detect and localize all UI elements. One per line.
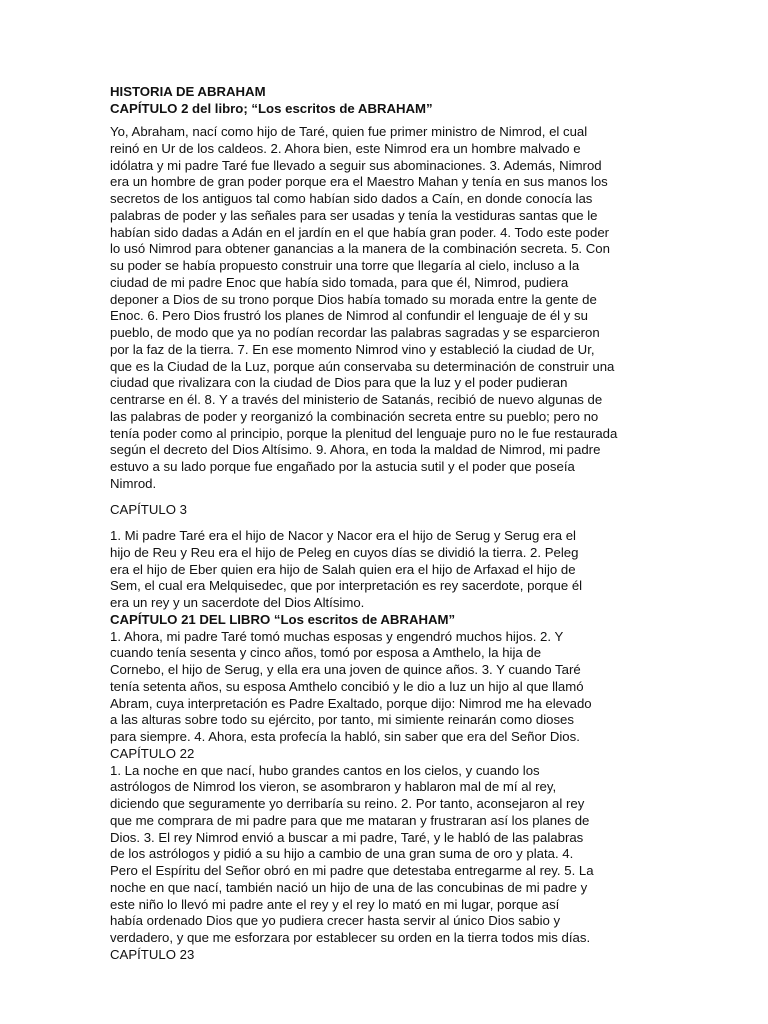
text-line: era un hombre de gran poder porque era el Maestro Mahan y tenía en sus manos los (110, 174, 608, 190)
text-line: Enoc. 6. Pero Dios frustró los planes de Nimrod al confundir el lenguaje de él y su (110, 308, 588, 324)
text-line: de los astrólogos y pidió a su hijo a cambio de una gran suma de oro y plata. 4. (110, 846, 574, 862)
chapter-3-heading-block (110, 502, 187, 519)
text-line: idólatra y mi padre Taré fue llevado a seguir sus abominaciones. 3. Además, Nimrod (110, 157, 602, 173)
text-line: 1. La noche en que nací, hubo grandes cantos en los cielos, y cuando los (110, 762, 540, 778)
text-line: pueblo, de modo que ya no podían recordar las palabras sagradas y se esparcieron (110, 325, 600, 340)
text-line: 1. Mi padre Taré era el hijo de Nacor y Nacor era el hijo de Serug y Serug era el (110, 528, 576, 543)
text-line: Dios. 3. El rey Nimrod envió a buscar a mi padre, Taré, y le habló de las palabras (110, 829, 584, 845)
text-line: las palabras de poder y reorganizó la combinación secreta entre su pueblo; pero no (110, 408, 599, 424)
text-line: ciudad que rivalizara con la ciudad de Dios para que la luz y el poder pudieran (110, 375, 568, 391)
text-line: 1. Ahora, mi padre Taré tomó muchas esposas y engendró muchos hijos. 2. Y (110, 628, 564, 644)
text-line: era un rey y un sacerdote del Dios Altísimo. (110, 595, 365, 610)
text-line: verdadero, y que me esforzara por establecer su orden en la tierra todos mis días. (110, 930, 591, 945)
document-header (110, 84, 433, 118)
chapter-23-heading: CAPÍTULO 23 (110, 946, 195, 962)
text-line: según el decreto del Dios Altísimo. 9. Ahora, en toda la maldad de Nimrod, mi padre (110, 442, 601, 458)
text-line: centrarse en él. 8. Y a través del ministerio de Satanás, recibió de nuevo algunas de (110, 392, 603, 407)
text-line: habían sido dadas a Adán en el jardín en el que había gran poder. 4. Todo este poder (110, 224, 610, 240)
chapter-21-heading: CAPÍTULO 21 DEL LIBRO “Los escritos de ABRAHAM” (110, 611, 456, 627)
text-line: reinó en Ur de los caldeos. 2. Ahora bien, este Nimrod era un hombre malvado e (110, 140, 581, 156)
text-line: Abram, cuya interpretación es Padre Exaltado, porque dijo: Nimrod me ha elevado (110, 695, 592, 711)
chapter-3-heading: CAPÍTULO 3 (110, 502, 187, 517)
text-line: cuando tenía sesenta y cinco años, tomó por esposa a Amthelo, la hija de (110, 645, 542, 661)
text-line: diciendo que seguramente yo derribaría su reino. 2. Por tanto, aconsejaron al rey (110, 796, 585, 811)
text-line: hijo de Reu y Reu era el hijo de Peleg en cuyos días se dividió la tierra. 2. Peleg (110, 544, 579, 560)
text-line: Pero el Espíritu del Señor obró en mi padre que detestaba entregarme al rey. 5. La (110, 863, 594, 878)
text-line: Sem, el cual era Melquisedec, que por interpretación es rey sacerdote, porque él (110, 578, 583, 594)
text-line: este niño lo llevó mi padre ante el rey y el rey lo mató en mi lugar, porque así (110, 896, 560, 912)
text-line: a las alturas sobre todo su ejército, por tanto, mi simiente reinarán como dioses (110, 712, 574, 728)
text-line: su poder se había propuesto construir una torre que llegaría al cielo, incluso a la (110, 258, 580, 273)
text-line: era el hijo de Eber quien era hijo de Salah quien era el hijo de Arfaxad el hijo de (110, 561, 576, 577)
text-line: estuvo a su lado porque fue engañado por la astucia sutil y el poder que poseía (110, 459, 575, 474)
text-line: Cornebo, el hijo de Serug, y ella era una joven de quince años. 3. Y cuando Taré (110, 662, 581, 677)
text-line: que es la Ciudad de la Luz, porque aún conservaba su determinación de construir una (110, 358, 615, 374)
chapter-22-heading: CAPÍTULO 22 (110, 745, 195, 761)
text-line: por la faz de la tierra. 7. En ese momento Nimrod vino y estableció la ciudad de Ur, (110, 341, 595, 357)
text-line: Nimrod. (110, 475, 157, 491)
chapters-3-to-23-text (110, 528, 594, 964)
text-line: lo usó Nimrod para obtener ganancias a la manera de la combinación secreta. 5. Con (110, 241, 610, 257)
chapter-2-text (110, 124, 617, 493)
text-line: tenía setenta años, su esposa Amthelo concibió y le dio a luz un hijo al que llamó (110, 678, 584, 694)
text-line: deponer a Dios de su trono porque Dios había tomado su morada entre la gente de (110, 291, 597, 307)
text-line: para siempre. 4. Ahora, esta profecía la habló, sin saber que era del Señor Dios. (110, 729, 580, 744)
text-line: noche en que nací, también nació un hijo de una de las concubinas de mi padre y (110, 879, 588, 895)
text-line: ciudad de mi padre Enoc que había sido tomada, para que él, Nimrod, pudiera (110, 274, 569, 290)
text-line: astrólogos de Nimrod los vieron, se asombraron y hablaron mal de mí al rey, (110, 779, 557, 795)
text-line: secretos de los antiguos tal como habían sido dados a Caín, en donde conocía las (110, 191, 593, 206)
text-line: palabras de poder y las señales para ser usadas y tenía la vestiduras santas que le (110, 207, 598, 223)
text-line: Yo, Abraham, nací como hijo de Taré, quien fue primer ministro de Nimrod, el cual (110, 124, 588, 139)
text-line: que me comprara de mi padre para que me mataran y frustraran así los planes de (110, 812, 590, 828)
text-line: había ordenado Dios que yo pudiera crecer hasta servir al único Dios sabio y (110, 913, 561, 929)
chapter-2-heading: CAPÍTULO 2 del libro; “Los escritos de ABRAHAM” (110, 100, 433, 116)
document-title: HISTORIA DE ABRAHAM (110, 84, 266, 99)
text-line: tenía poder como al principio, porque la plenitud del lenguaje puro no le fue restaurada (110, 425, 618, 441)
